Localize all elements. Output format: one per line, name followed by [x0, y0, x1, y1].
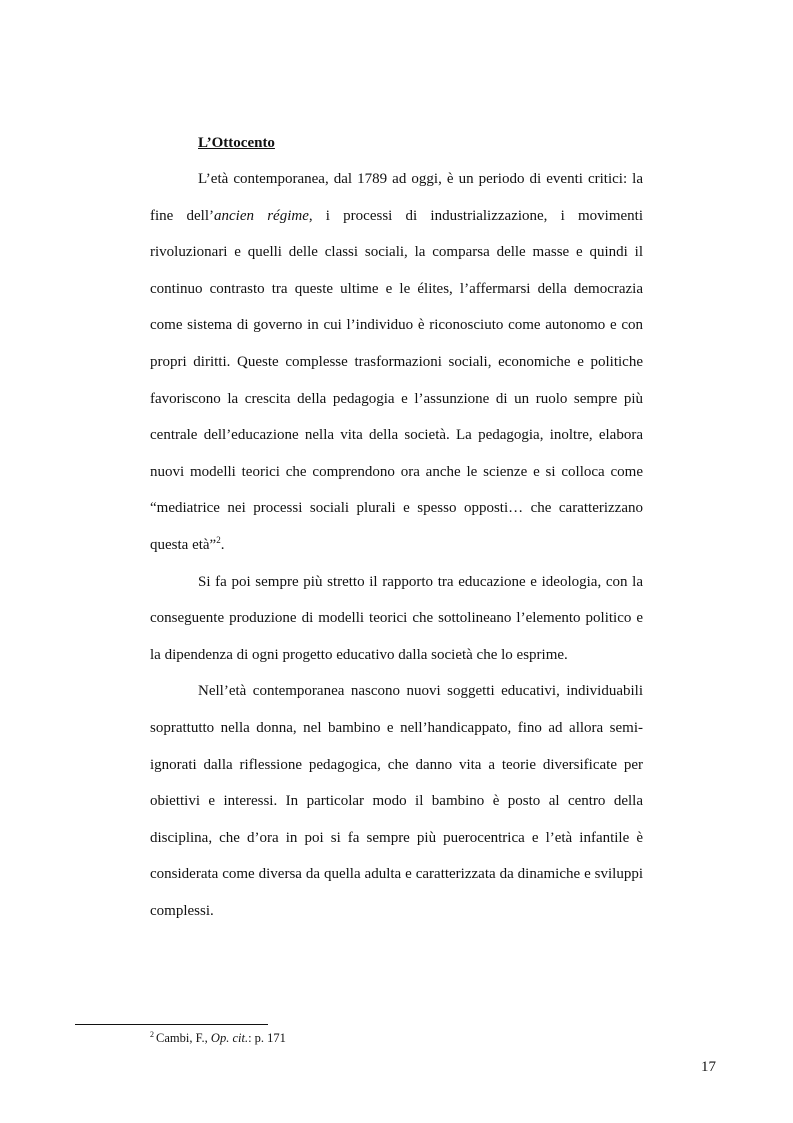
paragraph-1-italic: ancien régime: [214, 207, 309, 224]
paragraph-2: Si fa poi sempre più stretto il rapporto tra educazione e ideologia, con la conseguente produzione di modelli teorici che sottolineano l’elemento politico e la dipendenza di ogni progetto educativo dalla società che lo esprime.: [150, 573, 643, 663]
footnote: [150, 1029, 286, 1047]
body-text: [150, 161, 643, 929]
footnote-italic: Op. cit.: [210, 1031, 249, 1045]
page-number: 17: [701, 1059, 716, 1075]
footnote-rest: : p. 171: [248, 1031, 286, 1045]
paragraph-3: Nell’età contemporanea nascono nuovi soggetti educativi, individuabili soprattutto nella donna, nel bambino e nell’handicappato, fino ad allora semi-ignorati dalla riflessione pedagogica, che danno vita a teorie diversificate per obiettivi e interessi. In particolar modo il bambino è posto al centro della disciplina, che d’ora in poi si fa sempre più puerocentrica e l’età infantile è considerata come diversa da quella adulta e caratterizzata da dinamiche e sviluppi complessi.: [150, 683, 643, 919]
footnote-author: Cambi, F.,: [156, 1031, 211, 1045]
footnote-reference: 2: [216, 534, 221, 545]
paragraph-1: [150, 161, 643, 564]
section-heading: L’Ottocento: [198, 135, 275, 151]
footnote-divider: [75, 1024, 268, 1025]
paragraph-1-end: .: [220, 536, 225, 553]
paragraph-1-text-cont: , i processi di industrializzazione, i movimenti rivoluzionari e quelli delle classi sociali, la comparsa delle masse e quindi il continuo contrasto tra queste ultime e le élites, l’affermarsi della democrazia come sistema di governo in cui l’individuo è riconosciuto come autonomo e con propri diritti. Queste complesse trasformazioni sociali, economiche e politiche favoriscono la crescita della pedagogia e l’assunzione di un ruolo sempre più centrale dell’educazione nella vita della società. La pedagogia, inoltre, elabora nuovi modelli teorici che comprendono ora anche le scienze e si colloca come “mediatrice nei processi sociali plurali e spesso opposti… che caratterizzano questa età”: [150, 207, 644, 553]
footnote-number: 2: [150, 1030, 154, 1039]
paragraph-1-text: L’età contemporanea, dal 1789 ad oggi, è un periodo di eventi critici: la fine dell’: [150, 171, 643, 224]
